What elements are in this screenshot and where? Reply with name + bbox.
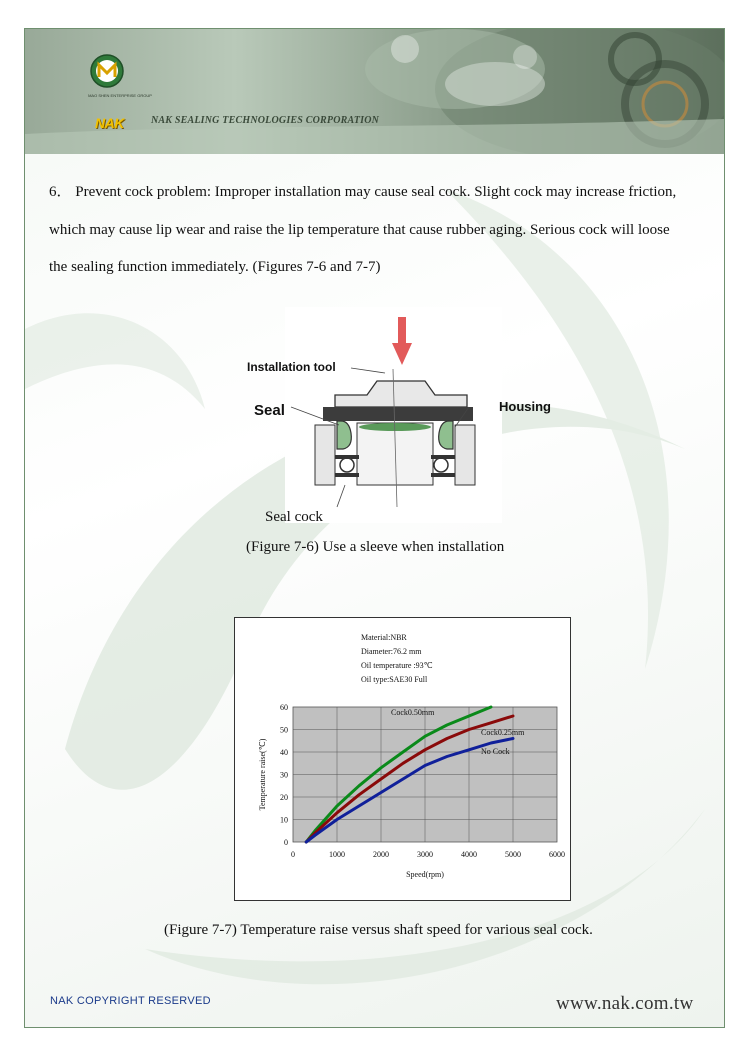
nak-logo: NAK bbox=[95, 115, 124, 131]
y-tick-label: 10 bbox=[280, 815, 288, 825]
y-tick-label: 40 bbox=[280, 748, 288, 757]
figure-7-7-caption: (Figure 7-7) Temperature raise versus shaft speed for various seal cock. bbox=[164, 922, 593, 938]
copyright-notice: NAK COPYRIGHT RESERVED bbox=[50, 995, 211, 1007]
bearing-ball-right bbox=[434, 458, 448, 472]
chart-note: Oil temperature :93℃ bbox=[361, 661, 433, 670]
press-arrow-head bbox=[392, 343, 412, 365]
chart-svg bbox=[235, 618, 570, 900]
header-banner bbox=[25, 29, 724, 154]
x-tick-label: 2000 bbox=[373, 850, 389, 859]
chart-note: Material:NBR bbox=[361, 633, 407, 642]
tool-sleeve bbox=[323, 407, 473, 421]
chart-note: Diameter:76.2 mm bbox=[361, 647, 422, 656]
series-label-nocock: No Cock bbox=[481, 747, 510, 756]
seal-label: Seal bbox=[254, 402, 285, 419]
press-arrow-shaft bbox=[398, 317, 406, 345]
figure-7-7-chart bbox=[234, 617, 571, 901]
installation-tool-label: Installation tool bbox=[247, 360, 336, 374]
body-paragraph: 6． Prevent cock problem: Improper installation may cause seal cock. Slight cock may increase friction, which may cause lip wear and raise the lip temperature that cause rubber aging. Serious cock will loose the sealing function immediately. (Figures 7-6 and 7-7) bbox=[49, 184, 677, 275]
corporation-name: NAK SEALING TECHNOLOGIES CORPORATION bbox=[151, 115, 380, 126]
y-tick-label: 20 bbox=[280, 793, 288, 802]
y-axis-label: Temperature raise(℃) bbox=[258, 738, 267, 811]
x-tick-label: 3000 bbox=[417, 850, 433, 859]
x-axis-label: Speed(rpm) bbox=[406, 870, 444, 879]
bearing-ball-left bbox=[340, 458, 354, 472]
group-name-text: MAO SHEN ENTERPRISE GROUP bbox=[88, 93, 152, 98]
x-tick-label: 1000 bbox=[329, 850, 345, 859]
y-tick-label: 50 bbox=[280, 725, 288, 735]
housing-right bbox=[455, 425, 475, 485]
figure-7-6-caption: (Figure 7-6) Use a sleeve when installation bbox=[246, 539, 505, 555]
x-tick-label: 4000 bbox=[461, 850, 477, 859]
series-label-cock025: Cock0.25mm bbox=[481, 728, 525, 737]
mao-shen-group-logo bbox=[89, 53, 125, 89]
y-tick-label: 30 bbox=[280, 770, 288, 780]
chart-note: Oil type:SAE30 Full bbox=[361, 675, 428, 684]
x-tick-label: 0 bbox=[291, 850, 295, 859]
figure-7-6-image bbox=[285, 307, 502, 523]
y-tick-label: 60 bbox=[280, 703, 288, 712]
x-tick-label: 5000 bbox=[505, 850, 521, 859]
seal-lip-right bbox=[439, 421, 453, 449]
y-tick-label: 0 bbox=[284, 838, 288, 847]
housing-label: Housing bbox=[499, 399, 551, 414]
seal-lip-left bbox=[337, 421, 351, 449]
x-tick-label: 6000 bbox=[549, 850, 565, 859]
series-label-cock050: Cock0.50mm bbox=[391, 708, 435, 717]
banner-motorcycle-art bbox=[25, 29, 724, 154]
seal-cock-label: Seal cock bbox=[265, 509, 323, 525]
website-url: www.nak.com.tw bbox=[556, 993, 694, 1014]
installation-tool-shape bbox=[335, 381, 467, 407]
seal-installation-drawing bbox=[285, 307, 502, 523]
housing-left bbox=[315, 425, 335, 485]
